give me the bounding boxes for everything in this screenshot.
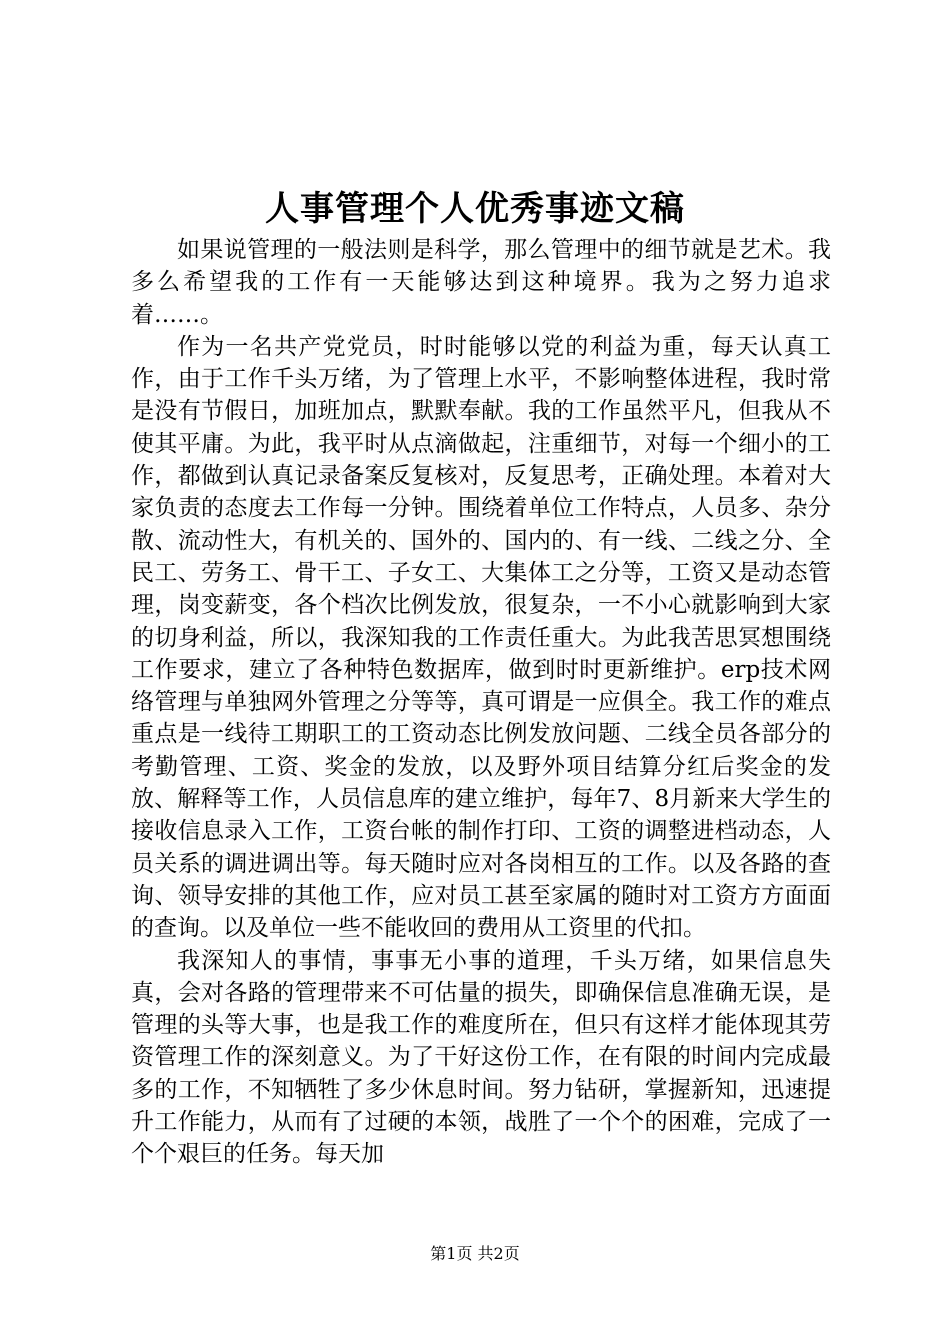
paragraph-intro: 如果说管理的一般法则是科学，那么管理中的细节就是艺术。我多么希望我的工作有一天能够达到这种境界。我为之努力追求着……。 (131, 237, 831, 328)
document-title: 人事管理个人优秀事迹文稿 (265, 189, 685, 229)
paragraph-accuracy: 我深知人的事情，事事无小事的道理，千头万绪，如果信息失真，会对各路的管理带来不可估量的损失，即确保信息准确无误，是管理的头等大事，也是我工作的难度所在，但只有这样才能体现其劳资管理工作的深刻意义。为了干好这份工作，在有限的时间内完成最多的工作，不知牺牲了多少休息时间。努力钻研，掌握新知，迅速提升工作能力，从而有了过硬的本领，战胜了一个个的困难，完成了一个个艰巨的任务。每天加 (131, 947, 831, 1168)
document-body (131, 234, 831, 1171)
paragraph-work-duties: 作为一名共产党党员，时时能够以党的利益为重，每天认真工作，由于工作千头万绪，为了管理上水平，不影响整体进程，我时常是没有节假日，加班加点，默默奉献。我的工作虽然平凡，但我从不使其平庸。为此，我平时从点滴做起，注重细节，对每一个细小的工作，都做到认真记录备案反复核对，反复思考，正确处理。本着对大家负责的态度去工作每一分钟。围绕着单位工作特点，人员多、杂分散、流动性大，有机关的、国外的、国内的、有一线、二线之分、全民工、劳务工、骨干工、子女工、大集体工之分等，工资又是动态管理，岗变薪变，各个档次比例发放，很复杂，一不小心就影响到大家的切身利益，所以，我深知我的工作责任重大。为此我苦思冥想围绕工作要求，建立了各种特色数据库，做到时时更新维护。erp技术网络管理与单独网外管理之分等等，真可谓是一应俱全。我工作的难点重点是一线待工期职工的工资动态比例发放问题、二线全员各部分的考勤管理、工资、奖金的发放，以及野外项目结算分红后奖金的发放、解释等工作，人员信息库的建立维护，每年7、8月新来大学生的接收信息录入工作，工资台帐的制作打印、工资的调整进档动态，人员关系的调进调出等。每天随时应对各岗相互的工作。以及各路的查询、领导安排的其他工作，应对员工甚至家属的随时对工资方方面面的查询。以及单位一些不能收回的费用从工资里的代扣。 (131, 333, 831, 942)
page-number-footer: 第1页 共2页 (430, 1244, 520, 1263)
